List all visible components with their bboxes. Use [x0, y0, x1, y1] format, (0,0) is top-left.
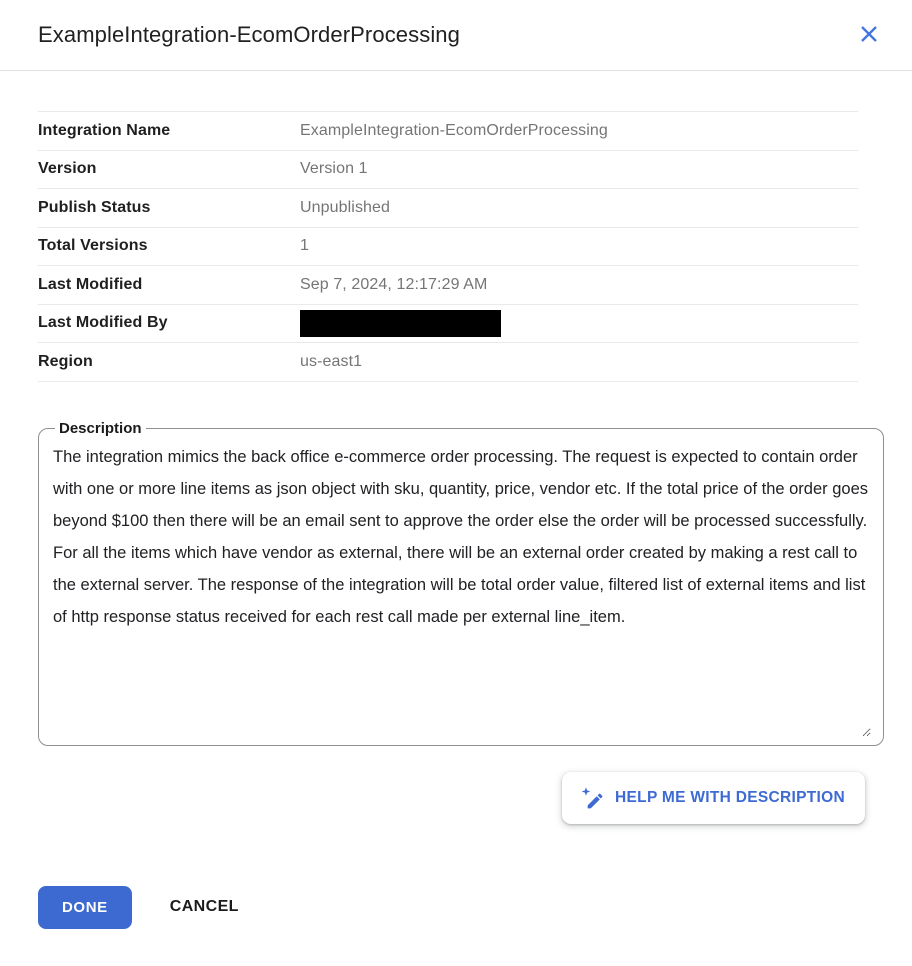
- pen-spark-icon: [580, 786, 604, 810]
- row-label: Integration Name: [38, 121, 171, 139]
- help-button-label: HELP ME WITH DESCRIPTION: [615, 788, 845, 806]
- row-value: Unpublished: [300, 198, 391, 216]
- row-value: [300, 310, 501, 337]
- row-label: Version: [38, 160, 97, 178]
- dialog-title: ExampleIntegration-EcomOrderProcessing: [38, 22, 460, 47]
- row-value: ExampleIntegration-EcomOrderProcessing: [300, 121, 608, 139]
- row-label: Last Modified By: [38, 314, 168, 332]
- table-row: [38, 228, 858, 267]
- row-value: 1: [300, 237, 309, 255]
- row-label: Region: [38, 352, 93, 370]
- close-icon: [856, 21, 882, 50]
- close-button[interactable]: [852, 17, 886, 54]
- footer-actions: [38, 886, 912, 929]
- row-value: Version 1: [300, 160, 368, 178]
- table-row: [38, 305, 858, 344]
- row-label: Total Versions: [38, 237, 148, 255]
- row-label: Publish Status: [38, 198, 151, 216]
- row-label: Last Modified: [38, 275, 143, 293]
- description-label: Description: [59, 419, 142, 437]
- description-field: [38, 420, 884, 746]
- table-row: [38, 189, 858, 228]
- table-row: [38, 112, 858, 151]
- table-row: [38, 266, 858, 305]
- redacted-value: [300, 310, 501, 337]
- description-textarea[interactable]: [53, 439, 871, 737]
- done-button[interactable]: DONE: [38, 886, 132, 929]
- dialog-header: [0, 0, 912, 71]
- table-row: [38, 343, 858, 382]
- help-row: [0, 772, 865, 824]
- row-value: Sep 7, 2024, 12:17:29 AM: [300, 275, 488, 293]
- row-value: us-east1: [300, 352, 363, 370]
- table-row: [38, 151, 858, 190]
- details-table: [38, 111, 858, 382]
- help-me-with-description-button[interactable]: [562, 772, 865, 824]
- cancel-button[interactable]: CANCEL: [169, 898, 239, 915]
